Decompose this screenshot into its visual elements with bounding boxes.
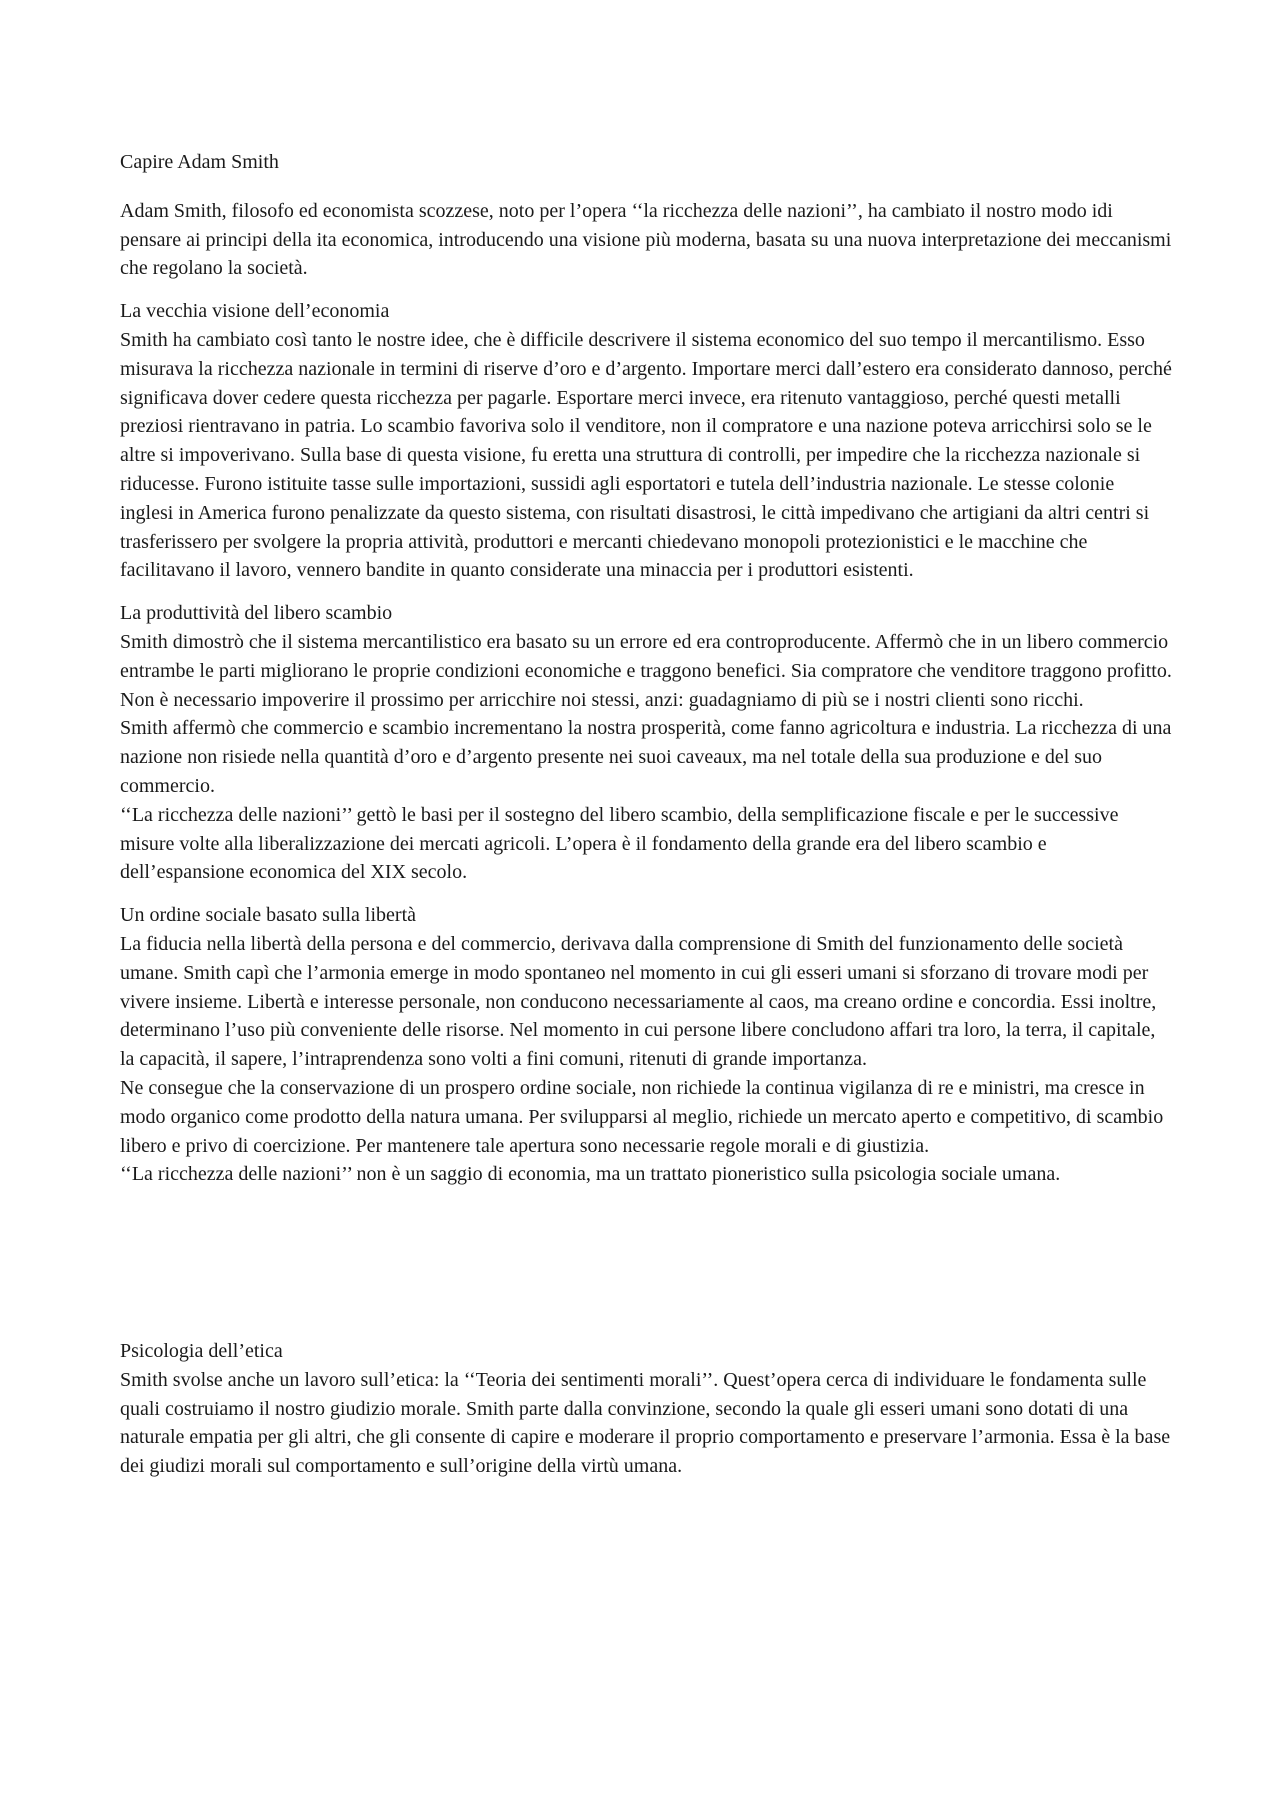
- section-heading: Psicologia dell’etica: [120, 1340, 283, 1363]
- section-paragraph: Smith ha cambiato così tanto le nostre idee, che è difficile descrivere il sistema economico del suo tempo il mercantilismo. Esso misurava la ricchezza nazionale in termini di riserve d’oro e d’argento. Importare merci dall’estero era considerato dannoso, perché significava dover cedere questa ricchezza per pagarle. Esportare merci invece, era ritenuto vantaggioso, perché questi metalli preziosi rientravano in patria. Lo scambio favoriva solo il venditore, non il compratore e una nazione poteva arricchirsi solo se le altre si impoverivano. Sulla base di questa visione, fu eretta una struttura di controlli, per impedire che la ricchezza nazionale si riducesse. Furono istituite tasse sulle importazioni, sussidi agli esportatori e tutela dell’industria nazionale. Le stesse colonie inglesi in America furono penalizzate da questo sistema, con risultati disastrosi, le città impedivano che artigiani da altri centri si trasferissero per svolgere la propria attività, produttori e mercanti chiedevano monopoli protezionistici e le macchine che facilitavano il lavoro, vennero bandite in quanto considerate una minaccia per i produttori esistenti.: [120, 328, 1172, 582]
- section-paragraph: Ne consegue che la conservazione di un prospero ordine sociale, non richiede la continua vigilanza di re e ministri, ma cresce in modo organico come prodotto della natura umana. Per svilupparsi al meglio, richiede un mercato aperto e competitivo, di scambio libero e privo di coercizione. Per mantenere tale apertura sono necessarie regole morali e di giustizia.: [120, 1076, 1164, 1157]
- section-old-economy: [120, 297, 1172, 585]
- intro-paragraph: Adam Smith, filosofo ed economista scozzese, noto per l’opera ‘‘la ricchezza delle nazioni’’, ha cambiato il nostro modo idi pensare ai principi della ita economica, introducendo una visione più moderna, basata su una nuova interpretazione dei meccanismi che regolano la società.: [120, 199, 1172, 280]
- section-paragraph: ‘‘La ricchezza delle nazioni’’ gettò le basi per il sostegno del libero scambio, della semplificazione fiscale e per le successive misure volte alla liberalizzazione dei mercati agricoli. L’opera è il fondamento della grande era del libero scambio e dell’espansione economica del XIX secolo.: [120, 803, 1119, 884]
- section-paragraph: La fiducia nella libertà della persona e del commercio, derivava dalla comprensione di Smith del funzionamento delle società umane. Smith capì che l’armonia emerge in modo spontaneo nel momento in cui gli esseri umani si sforzano di trovare modi per vivere insieme. Libertà e interesse personale, non conducono necessariamente al caos, ma creano ordine e concordia. Essi inoltre, determinano l’uso più conveniente delle risorse. Nel momento in cui persone libere concludono affari tra loro, la terra, il capitale, la capacità, il sapere, l’intraprendenza sono volti a fini comuni, ritenuti di grande importanza.: [120, 932, 1157, 1071]
- section-heading: La produttività del libero scambio: [120, 602, 393, 625]
- section-paragraph: Smith svolse anche un lavoro sull’etica: la ‘‘Teoria dei sentimenti morali’’. Quest’opera cerca di individuare le fondamenta sulle quali costruiamo il nostro giudizio morale. Smith parte dalla convinzione, secondo la quale gli esseri umani sono dotati di una naturale empatia per gli altri, che gli consente di capire e moderare il proprio comportamento e preservare l’armonia. Essa è la base dei giudizi morali sul comportamento e sull’origine della virtù umana.: [120, 1368, 1171, 1478]
- section-paragraph: Smith dimostrò che il sistema mercantilistico era basato su un errore ed era controproducente. Affermò che in un libero commercio entrambe le parti migliorano le proprie condizioni economiche e traggono benefici. Sia compratore che venditore traggono profitto. Non è necessario impoverire il prossimo per arricchire noi stessi, anzi: guadagniamo di più se i nostri clienti sono ricchi.: [120, 630, 1172, 711]
- section-free-trade: [120, 599, 1172, 887]
- section-paragraph: Smith affermò che commercio e scambio incrementano la nostra prosperità, come fanno agricoltura e industria. La ricchezza di una nazione non risiede nella quantità d’oro e d’argento presente nei suoi caveaux, ma nel totale della sua produzione e del suo commercio.: [120, 717, 1172, 797]
- section-heading: La vecchia visione dell’economia: [120, 300, 390, 323]
- document-title: Capire Adam Smith: [120, 151, 279, 173]
- section-heading: Un ordine sociale basato sulla libertà: [120, 904, 417, 927]
- document-page: [120, 148, 1172, 1495]
- section-ethics: [120, 1337, 1172, 1481]
- section-social-order: [120, 901, 1172, 1189]
- blank-space: [120, 1203, 1172, 1337]
- section-paragraph: ‘‘La ricchezza delle nazioni’’ non è un saggio di economia, ma un trattato pioneristico sulla psicologia sociale umana.: [120, 1163, 1061, 1186]
